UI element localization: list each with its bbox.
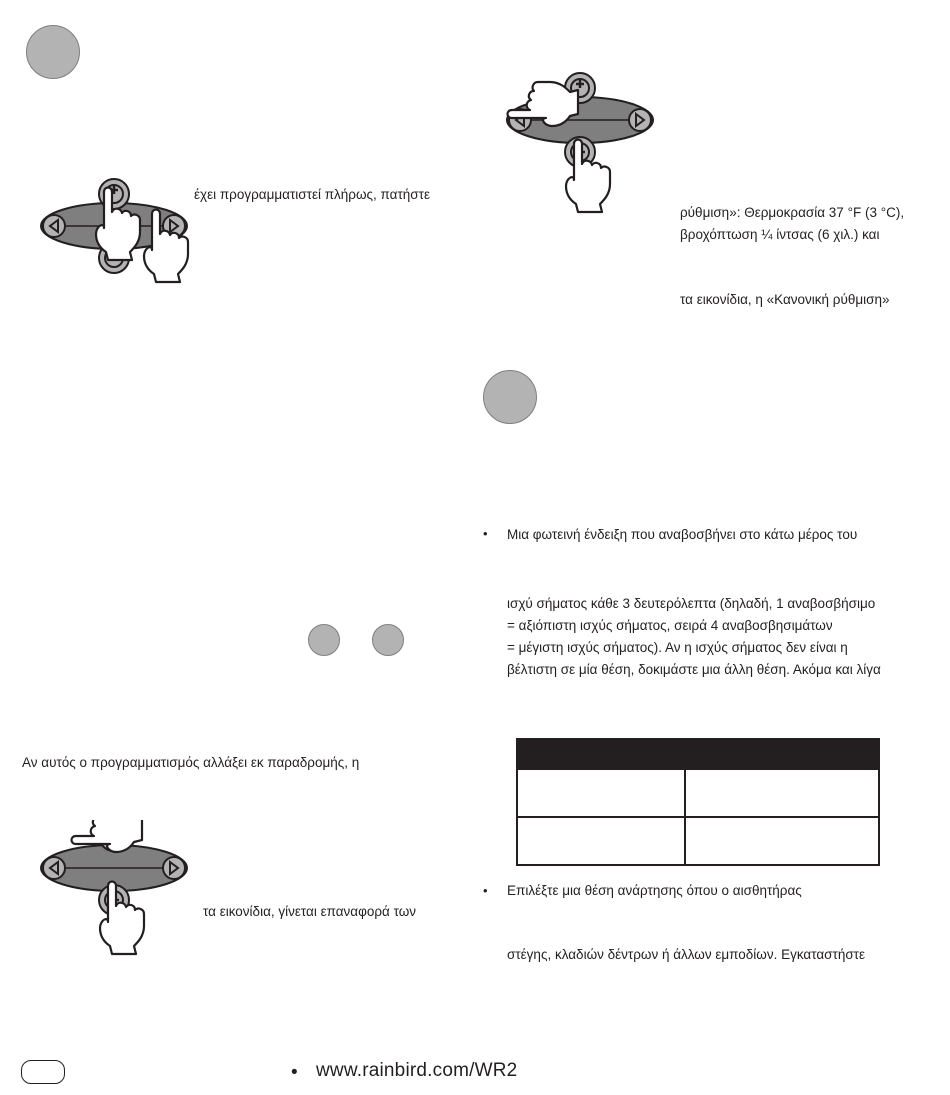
controller-keypad-icon [480, 72, 680, 222]
signal-line-4: βέλτιστη σε μία θέση, δοκιμάστε μια άλλη θέση. Ακόμα και λίγα [507, 662, 881, 677]
step-circle-small-b [372, 624, 404, 656]
signal-line-1: ισχύ σήματος κάθε 3 δευτερόλεπτα (δηλαδή, 1 αναβοσβήσιμο [507, 596, 876, 611]
step-circle-2 [483, 370, 537, 424]
page-number-tab [21, 1060, 65, 1084]
table-cell [685, 769, 879, 817]
signal-strength-table [516, 738, 880, 866]
table-row [517, 817, 879, 865]
bullet-dot: • [483, 526, 488, 541]
left-paragraph-1: έχει προγραμματιστεί πλήρως, πατήστε [194, 187, 430, 202]
bullet-2-continued: στέγης, κλαδιών δέντρων ή άλλων εμποδίων. Εγκαταστήστε [507, 947, 866, 962]
table-cell [517, 769, 685, 817]
bullet-dot: • [483, 883, 488, 898]
table-cell [517, 817, 685, 865]
left-paragraph-3: τα εικονίδια, γίνεται επαναφορά των [203, 904, 417, 919]
step-circle-small-a [308, 624, 340, 656]
setting-line-2: βροχόπτωση ¼ ίντσας (6 χιλ.) και [680, 227, 880, 242]
footer-bullet: • [291, 1062, 298, 1083]
bullet-1-text: Μια φωτεινή ένδειξη που αναβοσβήνει στο κάτω μέρος του [507, 527, 858, 542]
controller-keypad-icon [14, 178, 214, 298]
step-circle-1 [26, 25, 80, 79]
table-cell [685, 817, 879, 865]
table-row [517, 769, 879, 817]
setting-line-1: ρύθμιση»: Θερμοκρασία 37 °F (3 °C), [680, 205, 905, 220]
signal-line-2: = αξιόπιστη ισχύς σήματος, σειρά 4 αναβοσβησιμάτων [507, 618, 833, 633]
website-link[interactable]: www.rainbird.com/WR2 [316, 1060, 518, 1081]
controller-keypad-icon [14, 820, 214, 970]
table-header-cell [517, 739, 879, 769]
table-header-row [517, 739, 879, 769]
bullet-2-text: Επιλέξτε μια θέση ανάρτησης όπου ο αισθητήρας [507, 883, 802, 898]
left-paragraph-2: Αν αυτός ο προγραμματισμός αλλάξει εκ παραδρομής, η [22, 755, 360, 770]
signal-line-3: = μέγιστη ισχύς σήματος). Αν η ισχύς σήματος δεν είναι η [507, 640, 848, 655]
setting-line-3: τα εικονίδια, η «Κανονική ρύθμιση» [680, 292, 890, 307]
